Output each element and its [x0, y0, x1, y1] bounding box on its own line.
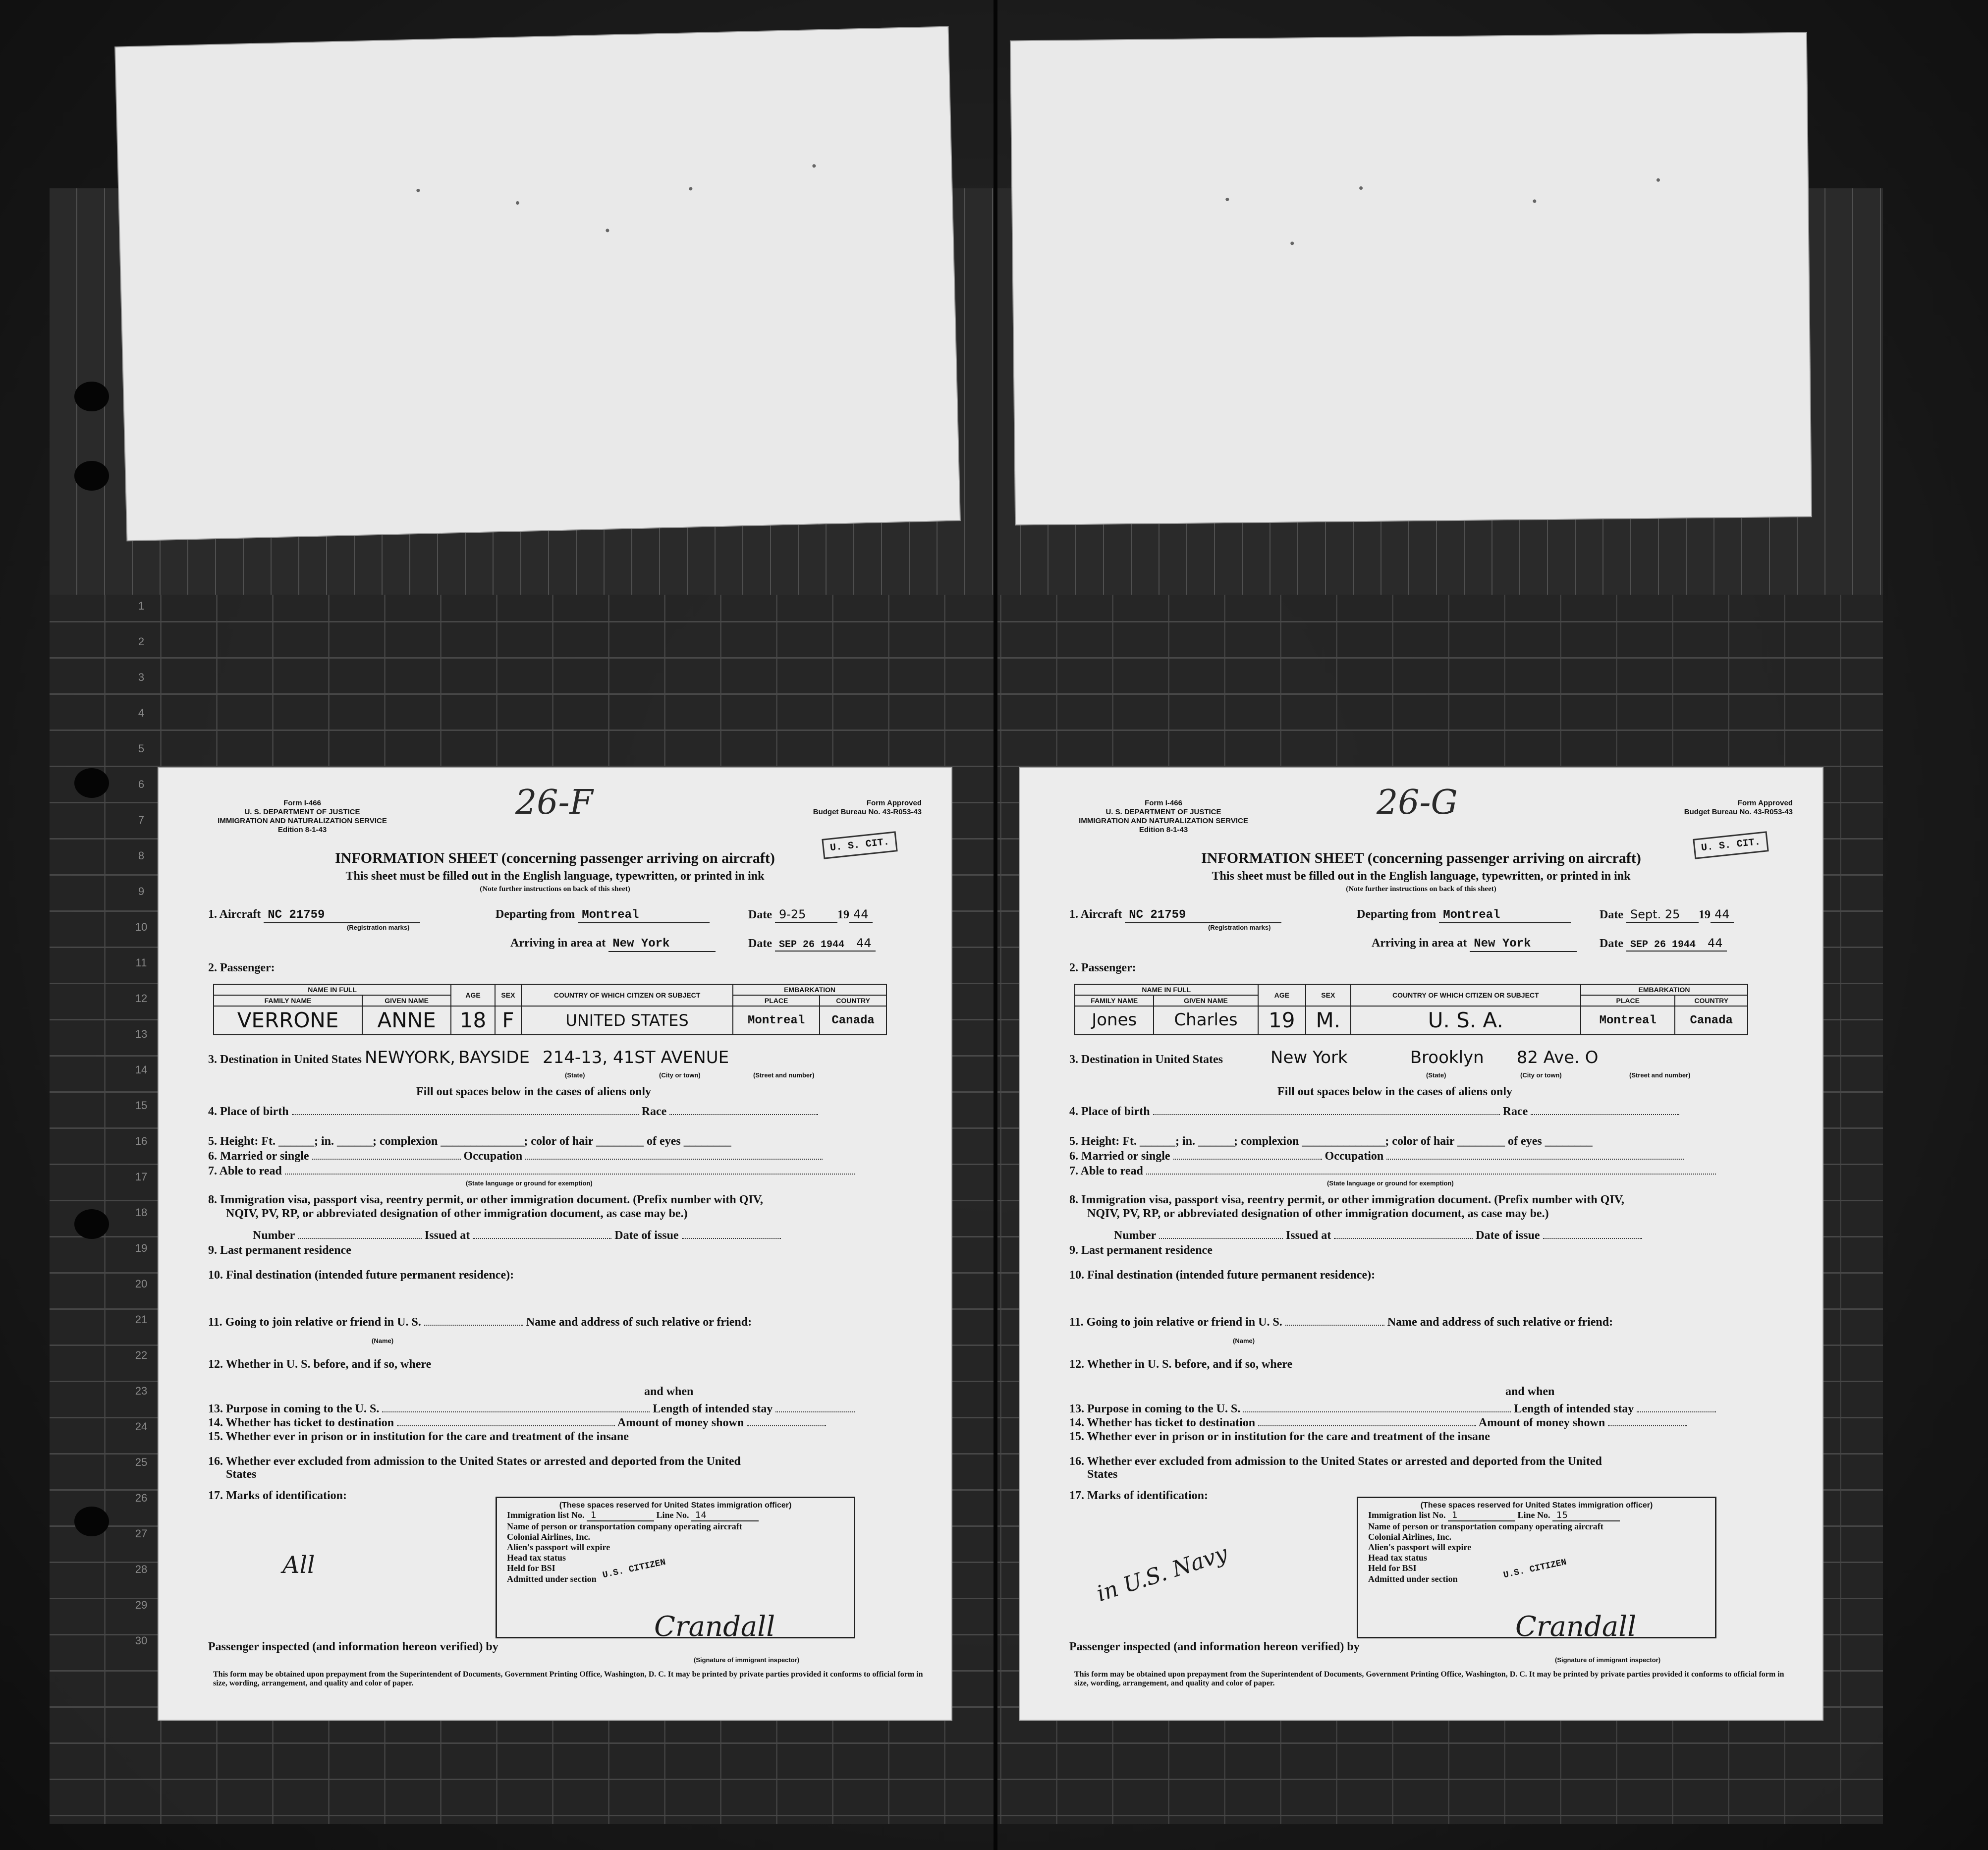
- operator-value: Colonial Airlines, Inc.: [507, 1532, 591, 1542]
- row-number: 21: [135, 1313, 148, 1326]
- citizenship-header: COUNTRY OF WHICH CITIZEN OR SUBJECT: [521, 984, 733, 1006]
- race-label: Race: [1502, 1105, 1528, 1118]
- form-approved: Form Approved: [866, 799, 922, 807]
- able-read-line: [208, 1165, 855, 1178]
- departure-date-line: [748, 908, 873, 923]
- visa-line-2: NQIV, PV, RP, or abbreviated designation of other immigration document, as case may be.): [226, 1207, 688, 1220]
- page-fold: [994, 0, 997, 1850]
- case-number: 26-G: [1377, 783, 1458, 822]
- purpose-label: 13. Purpose in coming to the U. S.: [1069, 1402, 1241, 1415]
- arrival-date-stamp: SEP 26 1944: [775, 939, 852, 952]
- operator-value: Colonial Airlines, Inc.: [1368, 1532, 1452, 1542]
- state-language-caption: (State language or ground for exemption): [466, 1179, 593, 1187]
- departure-date-line: [1600, 908, 1734, 923]
- destination-street: 82 Ave. O: [1516, 1048, 1599, 1067]
- last-residence-line: 9. Last permanent residence: [208, 1244, 351, 1257]
- destination-line: [1069, 1048, 1598, 1067]
- form-header-left: [198, 799, 406, 835]
- destination-state: NEWYORK,: [365, 1048, 455, 1067]
- row-number: 20: [135, 1278, 148, 1290]
- length-of-stay-label: Length of intended stay: [653, 1402, 773, 1415]
- paper-speck: [812, 164, 816, 168]
- budget-bureau: Budget Bureau No. 43-R053-43: [1684, 808, 1793, 816]
- marks-label: 17. Marks of identification:: [208, 1489, 347, 1502]
- row-number: 27: [135, 1527, 148, 1540]
- name-address-label: Name and address of such relative or friend:: [526, 1316, 752, 1329]
- date-label: Date: [748, 937, 772, 950]
- citizen-stamp: U. S. CIT.: [1693, 831, 1768, 859]
- form-header-right: [1614, 799, 1793, 817]
- information-sheet-verrone: [159, 768, 951, 1720]
- married-line: [1069, 1150, 1684, 1164]
- paper-speck: [516, 201, 519, 205]
- row-number: 26: [135, 1492, 148, 1504]
- number-line: [1114, 1229, 1642, 1243]
- departure-year-value: 44: [849, 908, 873, 923]
- paper-speck: [689, 187, 692, 190]
- going-join-label: 11. Going to join relative or friend in U. S.: [1069, 1316, 1282, 1329]
- form-header-right: [743, 799, 922, 817]
- immigration-list-label: Immigration list No.: [1368, 1510, 1446, 1520]
- state-caption: (State): [565, 1071, 585, 1079]
- departure-year-value: 44: [1711, 908, 1734, 923]
- embarkation-header: EMBARKATION: [733, 984, 886, 995]
- given-name-cell: ANNE: [362, 1006, 451, 1035]
- destination-label: 3. Destination in United States: [1069, 1053, 1223, 1066]
- given-name-header: GIVEN NAME: [362, 995, 451, 1006]
- head-tax-label: Head tax status: [507, 1553, 566, 1563]
- row-number: 3: [138, 671, 145, 683]
- inspected-by-label: Passenger inspected (and information hereon verified) by: [208, 1640, 498, 1653]
- aliens-only-note: Fill out spaces below in the cases of aliens only: [1277, 1085, 1513, 1098]
- passenger-table: [213, 984, 887, 1035]
- occupation-label: Occupation: [463, 1150, 523, 1163]
- sex-header: SEX: [1306, 984, 1351, 1006]
- family-name-header: FAMILY NAME: [1075, 995, 1154, 1006]
- able-read-label: 7. Able to read: [1069, 1165, 1143, 1177]
- ticket-line: [1069, 1416, 1687, 1430]
- row-number: 23: [135, 1385, 148, 1397]
- country-header: COUNTRY: [1675, 995, 1748, 1006]
- arriving-line: [1372, 937, 1577, 952]
- street-caption: (Street and number): [1629, 1071, 1691, 1079]
- line-number-value: 14: [691, 1510, 759, 1521]
- arriving-line: [510, 937, 716, 952]
- operator-label: Name of person or transportation company operating aircraft: [1368, 1521, 1603, 1531]
- money-shown-label: Amount of money shown: [1478, 1416, 1605, 1429]
- ledger-row-numbers: [126, 600, 156, 1670]
- paper-speck: [1359, 186, 1363, 190]
- row-number: 4: [138, 707, 145, 719]
- date-label: Date: [1600, 908, 1623, 921]
- punch-hole: [74, 768, 109, 798]
- name-in-full-header: NAME IN FULL: [214, 984, 451, 995]
- signature-caption: (Signature of immigrant inspector): [1555, 1656, 1661, 1664]
- city-caption: (City or town): [659, 1071, 701, 1079]
- marks-label: 17. Marks of identification:: [1069, 1489, 1208, 1502]
- row-number: 8: [138, 849, 145, 862]
- going-join-label: 11. Going to join relative or friend in U. S.: [208, 1316, 421, 1329]
- ticket-label: 14. Whether has ticket to destination: [1069, 1416, 1256, 1429]
- sex-header: SEX: [495, 984, 521, 1006]
- form-title: INFORMATION SHEET (concerning passenger arriving on aircraft): [1201, 850, 1641, 866]
- row-number: 1: [138, 600, 145, 612]
- date-of-issue-label: Date of issue: [1476, 1229, 1540, 1242]
- departing-line: [496, 908, 710, 923]
- service-name: IMMIGRATION AND NATURALIZATION SERVICE: [1079, 817, 1248, 825]
- arrival-date-line: [1600, 937, 1727, 952]
- blank-paper-sheet-left: [115, 27, 960, 541]
- form-footer: This form may be obtained upon prepayment from the Superintendent of Documents, Government Printing Office, Washington, D. C. It may be printed by private parties provided it conforms to official form in size, wording, arrangement, and quality and color of paper.: [1074, 1670, 1784, 1688]
- departing-label: Departing from: [1357, 908, 1436, 921]
- information-sheet-jones: [1020, 768, 1822, 1720]
- inspector-signature: Crandall: [654, 1611, 775, 1643]
- blank-paper-sheet-right: [1011, 33, 1811, 525]
- given-name-header: GIVEN NAME: [1154, 995, 1258, 1006]
- age-cell: 19: [1258, 1006, 1306, 1035]
- married-label: 6. Married or single: [208, 1150, 309, 1163]
- row-number: 13: [135, 1028, 148, 1040]
- length-of-stay-label: Length of intended stay: [1514, 1402, 1634, 1415]
- number-label: Number: [1114, 1229, 1156, 1242]
- arriving-value: New York: [608, 937, 716, 952]
- state-caption: (State): [1426, 1071, 1446, 1079]
- family-name-cell: Jones: [1075, 1006, 1154, 1035]
- final-destination-line: 10. Final destination (intended future permanent residence):: [1069, 1269, 1376, 1282]
- height-line: 5. Height: Ft. ______; in. ______; complexion ______________; color of hair ________ of eyes ________: [1069, 1135, 1593, 1148]
- year-prefix: 19: [837, 908, 849, 921]
- able-read-line: [1069, 1165, 1716, 1178]
- departing-line: [1357, 908, 1571, 923]
- able-read-label: 7. Able to read: [208, 1165, 282, 1177]
- officer-box-title: (These spaces reserved for United States immigration officer): [559, 1501, 792, 1510]
- form-header-left: [1059, 799, 1268, 835]
- punch-hole: [74, 461, 109, 491]
- row-number: 10: [135, 921, 148, 933]
- family-name-header: FAMILY NAME: [214, 995, 362, 1006]
- form-note: (Note further instructions on back of this sheet): [480, 885, 630, 893]
- embarkation-place-cell: Montreal: [733, 1006, 820, 1035]
- edition: Edition 8-1-43: [277, 826, 327, 834]
- place-header: PLACE: [1581, 995, 1675, 1006]
- row-number: 19: [135, 1242, 148, 1254]
- name-in-full-header: NAME IN FULL: [1075, 984, 1258, 995]
- punch-hole: [74, 1209, 109, 1239]
- going-join-line: [208, 1316, 752, 1330]
- visa-line: 8. Immigration visa, passport visa, reentry permit, or other immigration document. (Prefix number with QIV,: [208, 1193, 763, 1206]
- destination-street: 214-13, 41ST AVENUE: [542, 1048, 729, 1067]
- sex-cell: M.: [1306, 1006, 1351, 1035]
- form-title: INFORMATION SHEET (concerning passenger arriving on aircraft): [335, 850, 775, 866]
- place-of-birth-line: [208, 1105, 818, 1119]
- aircraft-label: 1. Aircraft: [1069, 908, 1122, 921]
- passenger-table: [1074, 984, 1748, 1035]
- signature-caption: (Signature of immigrant inspector): [694, 1656, 800, 1664]
- row-number: 18: [135, 1206, 148, 1219]
- arriving-value: New York: [1470, 937, 1577, 952]
- excluded-line-2: States: [1087, 1468, 1118, 1481]
- form-note: (Note further instructions on back of this sheet): [1346, 885, 1496, 893]
- us-citizen-stamp: U.S. CITIZEN: [1502, 1557, 1568, 1581]
- before-line: 12. Whether in U. S. before, and if so, where: [208, 1358, 432, 1371]
- arriving-label: Arriving in area at: [1372, 937, 1467, 950]
- citizen-stamp: U. S. CIT.: [822, 831, 897, 859]
- row-number: 22: [135, 1349, 148, 1361]
- height-line: 5. Height: Ft. ______; in. ______; complexion ______________; color of hair ________ of eyes ________: [208, 1135, 731, 1148]
- age-header: AGE: [451, 984, 495, 1006]
- row-number: 28: [135, 1563, 148, 1575]
- purpose-line: [208, 1402, 855, 1416]
- passenger-label: 2. Passenger:: [1069, 961, 1136, 974]
- held-bsi-label: Held for BSI: [507, 1563, 555, 1573]
- registration-caption: (Registration marks): [347, 924, 410, 931]
- excluded-line: 16. Whether ever excluded from admission to the United States or arrested and deported from the United: [1069, 1455, 1602, 1468]
- excluded-line-2: States: [226, 1468, 257, 1481]
- going-join-line: [1069, 1316, 1613, 1330]
- line-number-value: 15: [1552, 1510, 1620, 1521]
- destination-label: 3. Destination in United States: [208, 1053, 362, 1066]
- place-header: PLACE: [733, 995, 820, 1006]
- name-caption: (Name): [372, 1337, 394, 1345]
- aircraft-label: 1. Aircraft: [208, 908, 261, 921]
- admitted-section-label: Admitted under section: [1368, 1574, 1458, 1584]
- case-number: 26-F: [515, 783, 593, 822]
- arrival-year-value: 44: [1704, 937, 1727, 952]
- paper-speck: [606, 228, 609, 232]
- row-number: 29: [135, 1599, 148, 1611]
- visa-line-2: NQIV, PV, RP, or abbreviated designation of other immigration document, as case may be.): [1087, 1207, 1549, 1220]
- age-cell: 18: [451, 1006, 495, 1035]
- departure-date-value: 9-25: [775, 908, 837, 923]
- form-subtitle: This sheet must be filled out in the English language, typewritten, or printed in ink: [1212, 870, 1631, 883]
- paper-speck: [1290, 241, 1294, 245]
- immigration-list-line: [1358, 1510, 1715, 1521]
- row-number: 16: [135, 1135, 148, 1147]
- ticket-label: 14. Whether has ticket to destination: [208, 1416, 394, 1429]
- visa-line: 8. Immigration visa, passport visa, reentry permit, or other immigration document. (Prefix number with QIV,: [1069, 1193, 1624, 1206]
- number-line: [253, 1229, 781, 1243]
- embarkation-country-cell: Canada: [1675, 1006, 1748, 1035]
- date-label: Date: [748, 908, 772, 921]
- form-number: Form I-466: [283, 799, 321, 807]
- row-number: 14: [135, 1064, 148, 1076]
- place-of-birth-label: 4. Place of birth: [1069, 1105, 1150, 1118]
- form-number: Form I-466: [1145, 799, 1182, 807]
- paper-speck: [1533, 199, 1536, 203]
- place-of-birth-label: 4. Place of birth: [208, 1105, 289, 1118]
- marks-value: All: [282, 1551, 315, 1579]
- excluded-line: 16. Whether ever excluded from admission to the United States or arrested and deported from the United: [208, 1455, 741, 1468]
- issued-at-label: Issued at: [1285, 1229, 1331, 1242]
- given-name-cell: Charles: [1154, 1006, 1258, 1035]
- registration-caption: (Registration marks): [1208, 924, 1271, 931]
- before-line: 12. Whether in U. S. before, and if so, where: [1069, 1358, 1293, 1371]
- and-when-label: and when: [644, 1385, 694, 1398]
- last-residence-line: 9. Last permanent residence: [1069, 1244, 1213, 1257]
- aircraft-line: [1069, 908, 1281, 923]
- inspected-by-label: Passenger inspected (and information hereon verified) by: [1069, 1640, 1360, 1653]
- form-footer: This form may be obtained upon prepayment from the Superintendent of Documents, Government Printing Office, Washington, D. C. It may be printed by private parties provided it conforms to official form in size, wording, arrangement, and quality and color of paper.: [213, 1670, 923, 1688]
- family-name-cell: VERRONE: [214, 1006, 362, 1035]
- row-number: 15: [135, 1099, 148, 1112]
- issued-at-label: Issued at: [424, 1229, 470, 1242]
- purpose-line: [1069, 1402, 1716, 1416]
- embarkation-country-cell: Canada: [820, 1006, 886, 1035]
- date-label: Date: [1600, 937, 1623, 950]
- departing-value: Montreal: [1439, 908, 1571, 923]
- immigration-list-line: [497, 1510, 854, 1521]
- final-destination-line: 10. Final destination (intended future permanent residence):: [208, 1269, 514, 1282]
- arrival-year-value: 44: [852, 937, 876, 952]
- inspector-signature: Crandall: [1515, 1611, 1637, 1643]
- held-bsi-label: Held for BSI: [1368, 1563, 1417, 1573]
- departing-label: Departing from: [496, 908, 575, 921]
- immigration-list-value: 1: [587, 1510, 654, 1521]
- officer-box-title: (These spaces reserved for United States immigration officer): [1420, 1501, 1653, 1510]
- city-caption: (City or town): [1520, 1071, 1562, 1079]
- prison-line: 15. Whether ever in prison or in institution for the care and treatment of the insane: [1069, 1430, 1490, 1443]
- street-caption: (Street and number): [753, 1071, 815, 1079]
- passport-expire-label: Alien's passport will expire: [507, 1542, 610, 1552]
- citizenship-cell: U. S. A.: [1351, 1006, 1581, 1035]
- service-name: IMMIGRATION AND NATURALIZATION SERVICE: [218, 817, 387, 825]
- row-number: 30: [135, 1634, 148, 1647]
- arrival-date-stamp: SEP 26 1944: [1626, 939, 1704, 952]
- prison-line: 15. Whether ever in prison or in institution for the care and treatment of the insane: [208, 1430, 629, 1443]
- head-tax-label: Head tax status: [1368, 1553, 1428, 1563]
- paper-speck: [1657, 178, 1660, 182]
- immigration-list-label: Immigration list No.: [507, 1510, 585, 1520]
- row-number: 11: [135, 956, 147, 969]
- aircraft-value: NC 21759: [1125, 908, 1281, 923]
- citizenship-cell: UNITED STATES: [521, 1006, 733, 1035]
- immigration-list-value: 1: [1448, 1510, 1515, 1521]
- department: U. S. DEPARTMENT OF JUSTICE: [244, 808, 360, 816]
- embarkation-header: EMBARKATION: [1581, 984, 1748, 995]
- marks-value: in U.S. Navy: [1093, 1540, 1231, 1607]
- department: U. S. DEPARTMENT OF JUSTICE: [1105, 808, 1221, 816]
- row-number: 6: [138, 778, 145, 790]
- destination-city: BAYSIDE: [458, 1048, 530, 1067]
- passenger-label: 2. Passenger:: [208, 961, 275, 974]
- row-number: 7: [138, 814, 145, 826]
- place-of-birth-line: [1069, 1105, 1679, 1119]
- row-number: 2: [138, 635, 145, 648]
- punch-hole: [74, 1507, 109, 1536]
- paper-speck: [416, 189, 420, 192]
- row-number: 9: [138, 885, 145, 897]
- admitted-section-label: Admitted under section: [507, 1574, 597, 1584]
- us-citizen-stamp: U.S. CITIZEN: [602, 1557, 667, 1581]
- purpose-label: 13. Purpose in coming to the U. S.: [208, 1402, 380, 1415]
- age-header: AGE: [1258, 984, 1306, 1006]
- number-label: Number: [253, 1229, 295, 1242]
- aircraft-line: [208, 908, 420, 923]
- year-prefix: 19: [1698, 908, 1711, 921]
- passport-expire-label: Alien's passport will expire: [1368, 1542, 1472, 1552]
- line-number-label: Line No.: [656, 1510, 689, 1520]
- race-label: Race: [641, 1105, 667, 1118]
- form-subtitle: This sheet must be filled out in the English language, typewritten, or printed in ink: [345, 870, 765, 883]
- row-number: 17: [135, 1171, 148, 1183]
- row-number: 12: [135, 992, 148, 1005]
- ticket-line: [208, 1416, 826, 1430]
- destination-state: New York: [1270, 1048, 1348, 1067]
- aliens-only-note: Fill out spaces below in the cases of aliens only: [416, 1085, 652, 1098]
- name-address-label: Name and address of such relative or friend:: [1387, 1316, 1613, 1329]
- operator-label: Name of person or transportation company operating aircraft: [507, 1521, 742, 1531]
- departure-date-value: Sept. 25: [1626, 908, 1699, 923]
- edition: Edition 8-1-43: [1139, 826, 1188, 834]
- departing-value: Montreal: [578, 908, 710, 923]
- date-of-issue-label: Date of issue: [614, 1229, 679, 1242]
- paper-speck: [1225, 198, 1229, 201]
- arriving-label: Arriving in area at: [510, 937, 606, 950]
- destination-city: Brooklyn: [1410, 1048, 1484, 1067]
- embarkation-place-cell: Montreal: [1581, 1006, 1675, 1035]
- and-when-label: and when: [1505, 1385, 1555, 1398]
- occupation-label: Occupation: [1325, 1150, 1384, 1163]
- money-shown-label: Amount of money shown: [617, 1416, 744, 1429]
- form-approved: Form Approved: [1737, 799, 1793, 807]
- arrival-date-line: [748, 937, 876, 952]
- row-number: 24: [135, 1420, 148, 1433]
- name-caption: (Name): [1233, 1337, 1255, 1345]
- row-number: 25: [135, 1456, 148, 1468]
- citizenship-header: COUNTRY OF WHICH CITIZEN OR SUBJECT: [1351, 984, 1581, 1006]
- country-header: COUNTRY: [820, 995, 886, 1006]
- state-language-caption: (State language or ground for exemption): [1327, 1179, 1454, 1187]
- sex-cell: F: [495, 1006, 521, 1035]
- row-number: 5: [138, 742, 145, 755]
- married-label: 6. Married or single: [1069, 1150, 1170, 1163]
- budget-bureau: Budget Bureau No. 43-R053-43: [813, 808, 922, 816]
- destination-line: [208, 1048, 729, 1067]
- aircraft-value: NC 21759: [264, 908, 420, 923]
- married-line: [208, 1150, 823, 1164]
- line-number-label: Line No.: [1517, 1510, 1550, 1520]
- punch-hole: [74, 382, 109, 411]
